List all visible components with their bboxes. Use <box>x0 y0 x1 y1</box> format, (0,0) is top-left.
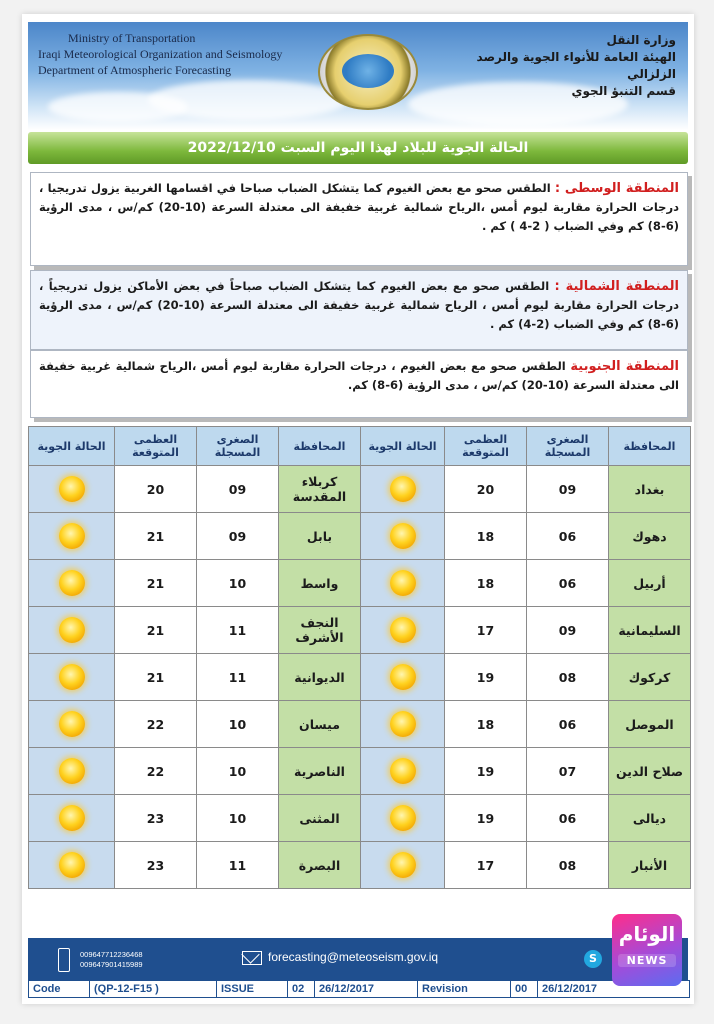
max-temp-cell: 19 <box>445 795 527 842</box>
governorate-cell: دهوك <box>609 513 691 560</box>
header-banner <box>28 22 688 130</box>
governorate-cell: السليمانية <box>609 607 691 654</box>
sun-icon <box>59 805 85 831</box>
governorate-cell: واسط <box>279 560 361 607</box>
governorate-cell: أربيل <box>609 560 691 607</box>
header-max-expected: العظمى المتوقعة <box>445 427 527 466</box>
table-row <box>29 560 691 607</box>
weather-cell <box>29 607 115 654</box>
code-label: Code <box>29 981 90 997</box>
sun-icon <box>59 758 85 784</box>
forecast-table <box>28 426 691 889</box>
sun-icon <box>390 852 416 878</box>
max-temp-cell: 19 <box>445 748 527 795</box>
governorate-cell: بغداد <box>609 466 691 513</box>
region-name: المنطقة الوسطى : <box>554 181 679 196</box>
ministry-name-english <box>38 30 288 78</box>
sun-icon <box>390 476 416 502</box>
max-temp-cell: 19 <box>445 654 527 701</box>
organization-logo <box>318 34 418 110</box>
table-row <box>29 842 691 889</box>
phone-icon <box>58 948 70 972</box>
sun-icon <box>59 711 85 737</box>
table-header-row <box>29 427 691 466</box>
max-temp-cell: 21 <box>115 607 197 654</box>
max-temp-cell: 21 <box>115 513 197 560</box>
min-temp-cell: 11 <box>197 842 279 889</box>
region-forecast-text: الطقس صحو مع بعض الغيوم كما يتشكل الضباب صباحاً في بعض الأماكن يزول تدريجياً ، درجات الحرارة مقاربة ليوم أمس ، الرياح شمالية غربية خفيفة الى معتدلة السرعة (10-20) كم/س ، مدى الرؤية (6-8) كم وفي الضباب (2-4) كم . <box>39 279 679 331</box>
ministry-line-ar: وزارة النقل <box>606 33 676 47</box>
min-temp-cell: 11 <box>197 654 279 701</box>
min-temp-cell: 10 <box>197 701 279 748</box>
organization-line: Iraqi Meteorological Organization and Seismology <box>38 47 283 61</box>
min-temp-cell: 10 <box>197 795 279 842</box>
table-row <box>29 701 691 748</box>
min-temp-cell: 11 <box>197 607 279 654</box>
governorate-cell: البصرة <box>279 842 361 889</box>
region-forecast-text: الطقس صحو مع بعض الغيوم كما يتشكل الضباب صباحا في اقسامها الغربية يزول تدريجيا ، درجات الحرارة مقاربة ليوم أمس ،الرياح شمالية غربية خفيفة الى معتدلة السرعة (10-20) كم/س ، مدى الرؤية (6-8) كم وفي الضباب ( 2-4 ) كم . <box>39 181 679 233</box>
min-temp-cell: 09 <box>197 513 279 560</box>
table-row <box>29 654 691 701</box>
min-temp-cell: 09 <box>527 466 609 513</box>
table-row <box>29 748 691 795</box>
weather-cell <box>29 560 115 607</box>
max-temp-cell: 21 <box>115 654 197 701</box>
weather-cell <box>29 466 115 513</box>
governorate-cell: النجف الأشرف <box>279 607 361 654</box>
news-logo-english: NEWS <box>618 954 676 967</box>
table-row <box>29 466 691 513</box>
region-north <box>30 270 688 350</box>
bulletin-title: الحالة الجوية للبلاد لهذا اليوم السبت 2022/12/10 <box>28 132 688 164</box>
news-logo-badge <box>612 914 682 986</box>
department-line: Department of Atmospheric Forecasting <box>38 63 231 77</box>
min-temp-cell: 08 <box>527 654 609 701</box>
header-weather: الحالة الجوية <box>29 427 115 466</box>
weather-cell <box>361 513 445 560</box>
table-row <box>29 607 691 654</box>
max-temp-cell: 18 <box>445 560 527 607</box>
max-temp-cell: 22 <box>115 701 197 748</box>
header-governorate: المحافظة <box>279 427 361 466</box>
sun-icon <box>59 617 85 643</box>
region-central <box>30 172 688 266</box>
sun-icon <box>390 711 416 737</box>
region-name: المنطقة الشمالية : <box>554 279 679 294</box>
max-temp-cell: 17 <box>445 842 527 889</box>
max-temp-cell: 23 <box>115 842 197 889</box>
min-temp-cell: 06 <box>527 513 609 560</box>
phone-number: 009647901415989 <box>80 960 143 969</box>
weather-cell <box>361 654 445 701</box>
governorate-cell: ديالى <box>609 795 691 842</box>
max-temp-cell: 20 <box>115 466 197 513</box>
max-temp-cell: 18 <box>445 513 527 560</box>
min-temp-cell: 06 <box>527 701 609 748</box>
phone-numbers <box>80 950 143 970</box>
issue-label: ISSUE <box>217 981 288 997</box>
header-governorate: المحافظة <box>609 427 691 466</box>
issue-date: 26/12/2017 <box>315 981 418 997</box>
governorate-cell: المثنى <box>279 795 361 842</box>
sun-icon <box>59 664 85 690</box>
weather-cell <box>29 513 115 560</box>
header-min-recorded: الصغرى المسجلة <box>197 427 279 466</box>
department-line-ar: قسم التنبؤ الجوي <box>571 84 676 98</box>
min-temp-cell: 08 <box>527 842 609 889</box>
min-temp-cell: 06 <box>527 795 609 842</box>
sun-icon <box>390 617 416 643</box>
governorate-cell: ميسان <box>279 701 361 748</box>
governorate-cell: كربلاء المقدسة <box>279 466 361 513</box>
governorate-cell: الأنبار <box>609 842 691 889</box>
governorate-cell: الموصل <box>609 701 691 748</box>
min-temp-cell: 06 <box>527 560 609 607</box>
region-south <box>30 350 688 418</box>
email-address[interactable]: forecasting@meteoseism.gov.iq <box>268 950 439 964</box>
news-logo-arabic: الوئام <box>618 922 676 946</box>
organization-line-ar: الهيئة العامة للأنواء الجوية والرصد الزلزالي <box>476 50 676 81</box>
weather-cell <box>361 701 445 748</box>
table-row <box>29 513 691 560</box>
weather-cell <box>361 842 445 889</box>
weather-cell <box>29 654 115 701</box>
weather-cell <box>361 560 445 607</box>
revision-label: Revision <box>418 981 511 997</box>
weather-cell <box>29 748 115 795</box>
sun-icon <box>390 664 416 690</box>
document-code-bar <box>28 980 690 998</box>
weather-cell <box>29 701 115 748</box>
max-temp-cell: 21 <box>115 560 197 607</box>
email-icon <box>242 951 262 965</box>
code-value: (QP-12-F15 ) <box>90 981 217 997</box>
governorate-cell: صلاح الدين <box>609 748 691 795</box>
min-temp-cell: 09 <box>197 466 279 513</box>
header-max-expected: العظمى المتوقعة <box>115 427 197 466</box>
weather-cell <box>361 795 445 842</box>
skype-icon: S <box>584 950 602 968</box>
weather-cell <box>29 795 115 842</box>
phone-number: 009647712236468 <box>80 950 143 959</box>
governorate-cell: بابل <box>279 513 361 560</box>
sun-icon <box>59 570 85 596</box>
max-temp-cell: 20 <box>445 466 527 513</box>
sun-icon <box>390 805 416 831</box>
min-temp-cell: 10 <box>197 560 279 607</box>
footer-contact-bar <box>28 938 688 980</box>
table-row <box>29 795 691 842</box>
max-temp-cell: 23 <box>115 795 197 842</box>
governorate-cell: الناصرية <box>279 748 361 795</box>
revision-value: 00 <box>511 981 538 997</box>
governorate-cell: كركوك <box>609 654 691 701</box>
ministry-line: Ministry of Transportation <box>68 31 196 45</box>
issue-value: 02 <box>288 981 315 997</box>
ministry-name-arabic <box>456 32 676 100</box>
weather-cell <box>361 466 445 513</box>
max-temp-cell: 18 <box>445 701 527 748</box>
weather-cell <box>361 748 445 795</box>
bulletin-sheet <box>22 14 694 1004</box>
sun-icon <box>59 852 85 878</box>
weather-cell <box>29 842 115 889</box>
sun-icon <box>390 570 416 596</box>
max-temp-cell: 17 <box>445 607 527 654</box>
max-temp-cell: 22 <box>115 748 197 795</box>
governorate-cell: الديوانية <box>279 654 361 701</box>
weather-cell <box>361 607 445 654</box>
sun-icon <box>59 476 85 502</box>
sun-icon <box>390 523 416 549</box>
header-weather: الحالة الجوية <box>361 427 445 466</box>
region-forecast-text: الطقس صحو مع بعض الغيوم ، درجات الحرارة مقاربة ليوم أمس ،الرياح شمالية غربية خفيفة الى معتدلة السرعة (10-20) كم/س ، مدى الرؤية (6-8) كم. <box>39 359 679 392</box>
sun-icon <box>59 523 85 549</box>
min-temp-cell: 07 <box>527 748 609 795</box>
min-temp-cell: 10 <box>197 748 279 795</box>
header-min-recorded: الصغرى المسجلة <box>527 427 609 466</box>
sun-icon <box>390 758 416 784</box>
revision-date: 26/12/2017 <box>542 983 598 995</box>
region-name: المنطقة الجنوبية <box>570 359 679 374</box>
min-temp-cell: 09 <box>527 607 609 654</box>
